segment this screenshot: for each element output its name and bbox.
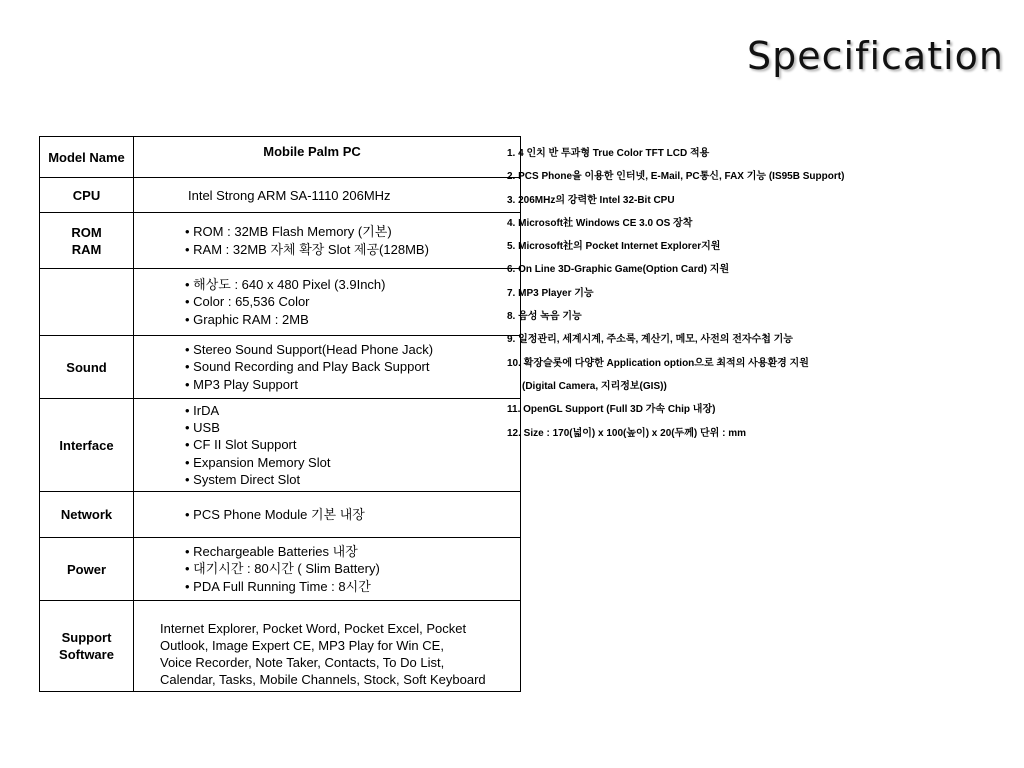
row-label: Power — [40, 538, 134, 601]
note-item: 7. MP3 Player 기능 — [507, 287, 594, 299]
list-item: • IrDA — [185, 402, 520, 419]
row-value — [134, 538, 521, 601]
row-value: Intel Strong ARM SA-1110 206MHz — [134, 178, 521, 213]
bullet-list — [134, 341, 520, 393]
table-row — [40, 269, 521, 336]
table-row — [40, 399, 521, 492]
software-label: Software — [59, 647, 114, 662]
table-row — [40, 137, 521, 178]
list-item: • CF II Slot Support — [185, 436, 520, 453]
bullet-list — [134, 223, 520, 258]
list-item: • Sound Recording and Play Back Support — [185, 358, 520, 375]
spec-table — [39, 136, 521, 692]
note-item: 11. OpenGL Support (Full 3D 가속 Chip 내장) — [507, 404, 716, 416]
row-value — [134, 601, 521, 692]
row-value — [134, 399, 521, 492]
list-item: • Rechargeable Batteries 내장 — [185, 543, 520, 560]
row-value — [134, 213, 521, 269]
list-item: • PCS Phone Module 기본 내장 — [185, 506, 520, 523]
page-title: Specification — [747, 34, 1004, 78]
table-row — [40, 538, 521, 601]
row-label: Sound — [40, 336, 134, 399]
ram-label: RAM — [71, 241, 102, 257]
bullet-list — [134, 506, 520, 523]
row-label: Model Name — [40, 137, 134, 178]
list-item: • MP3 Play Support — [185, 376, 520, 393]
row-value: Mobile Palm PC — [134, 137, 521, 178]
note-item: 9. 일정관리, 세계시계, 주소록, 계산기, 메모, 사전의 전자수첩 기능 — [507, 334, 793, 346]
bullet-list — [134, 402, 520, 488]
table-row — [40, 178, 521, 213]
row-value — [134, 269, 521, 336]
note-item: 5. Microsoft社의 Pocket Internet Explorer지원 — [507, 241, 721, 253]
row-label — [40, 601, 134, 692]
list-item: • ROM : 32MB Flash Memory (기본) — [185, 223, 520, 240]
bullet-list — [134, 543, 520, 595]
row-value — [134, 336, 521, 399]
note-item: 4. Microsoft社 Windows CE 3.0 OS 장착 — [507, 217, 693, 229]
feature-notes — [507, 148, 1007, 451]
note-item: 6. On Line 3D-Graphic Game(Option Card) 지원 — [507, 264, 730, 276]
row-label — [40, 269, 134, 336]
list-item: • USB — [185, 419, 520, 436]
note-item: 3. 206MHz의 강력한 Intel 32-Bit CPU — [507, 194, 675, 206]
note-item: 2. PCS Phone을 이용한 인터넷, E-Mail, PC통신, FAX 기능 (IS95B Support) — [507, 171, 845, 183]
note-item: 10. 확장슬롯에 다양한 Application option으로 최적의 사용환경 지원 — [507, 357, 809, 369]
table-row — [40, 492, 521, 538]
bullet-list — [134, 276, 520, 328]
list-item: • Expansion Memory Slot — [185, 454, 520, 471]
support-software-text: Internet Explorer, Pocket Word, Pocket Excel, Pocket Outlook, Image Expert CE, MP3 Play for Win CE, Voice Recorder, Note Taker, Contacts, To Do List, Calendar, Tasks, Mobile Channels, Stock, Soft Keyboard — [160, 620, 486, 688]
list-item: • 해상도 : 640 x 480 Pixel (3.9Inch) — [185, 276, 520, 293]
row-label: Network — [40, 492, 134, 538]
table-row — [40, 601, 521, 692]
row-label: Interface — [40, 399, 134, 492]
list-item: • System Direct Slot — [185, 471, 520, 488]
list-item: • Graphic RAM : 2MB — [185, 311, 520, 328]
support-label: Support — [61, 630, 112, 645]
row-label — [40, 213, 134, 269]
note-item: (Digital Camera, 지리정보(GIS)) — [522, 380, 667, 392]
note-item: 8. 음성 녹음 기능 — [507, 311, 582, 323]
list-item: • Stereo Sound Support(Head Phone Jack) — [185, 341, 520, 358]
row-value — [134, 492, 521, 538]
list-item: • 대기시간 : 80시간 ( Slim Battery) — [185, 560, 520, 577]
rom-label: ROM — [71, 224, 102, 240]
list-item: • RAM : 32MB 자체 확장 Slot 제공(128MB) — [185, 241, 520, 258]
table-row — [40, 213, 521, 269]
list-item: • Color : 65,536 Color — [185, 293, 520, 310]
list-item: • PDA Full Running Time : 8시간 — [185, 578, 520, 595]
row-label: CPU — [40, 178, 134, 213]
note-item: 1. 4 인치 반 투과형 True Color TFT LCD 적용 — [507, 148, 710, 159]
note-item: 12. Size : 170(넓이) x 100(높이) x 20(두께) 단위 : mm — [507, 427, 747, 439]
table-row — [40, 336, 521, 399]
